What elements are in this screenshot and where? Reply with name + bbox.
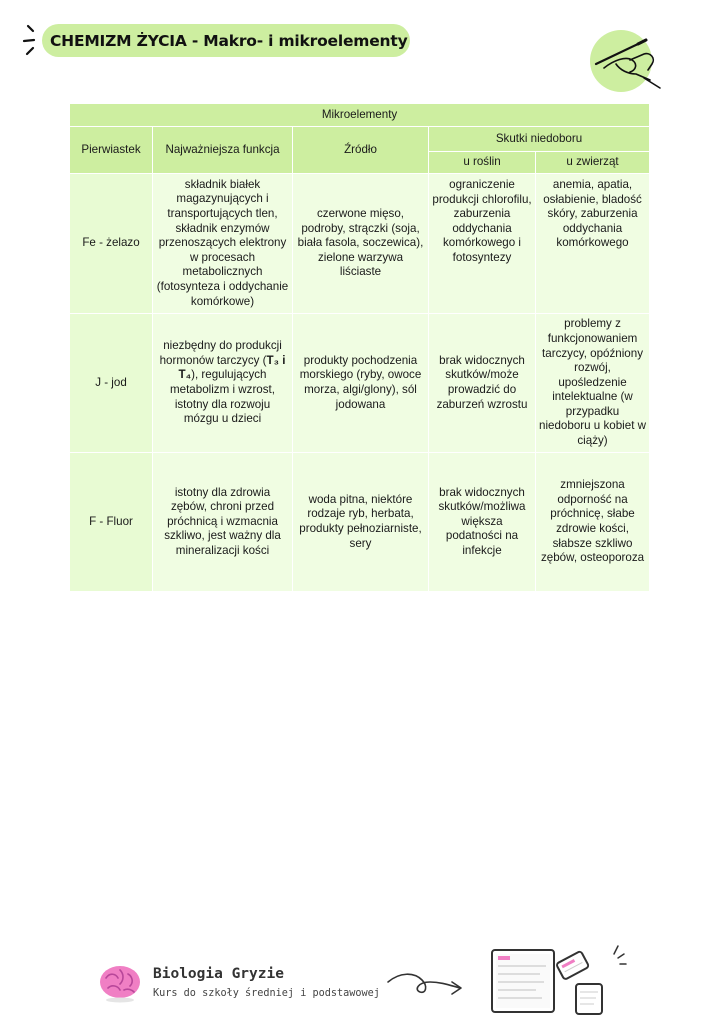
- function-cell: istotny dla zdrowia zębów, chroni przed próchnicą i wzmacnia szkliwo, jest ważny dla mineralizacji kości: [153, 453, 293, 592]
- function-text-pre: niezbędny do produkcji hormonów tarczycy (: [159, 339, 282, 367]
- element-cell: F - Fluor: [70, 453, 153, 592]
- col-header-animals: u zwierząt: [536, 152, 650, 174]
- col-header-element: Pierwiastek: [70, 127, 153, 174]
- source-cell: produkty pochodzenia morskiego (ryby, owoce morza, algi/glony), sól jodowana: [293, 314, 429, 453]
- animals-deficiency-cell: problemy z funkcjonowaniem tarczycy, opóźniony rozwój, upośledzenie intelektualne (w przypadku niedoboru u kobiet w ciąży): [536, 314, 650, 453]
- brain-icon: [98, 962, 142, 1004]
- function-text-post: ), regulujących metabolizm i wzrost, istotny dla rozwoju mózgu u dzieci: [169, 368, 275, 426]
- hand-writing-icon: [586, 30, 666, 96]
- element-cell: J - jod: [70, 314, 153, 453]
- brand-tagline: Kurs do szkoły średniej i podstawowej: [153, 988, 380, 999]
- animals-deficiency-cell: anemia, apatia, osłabienie, bladość skóry, zaburzenia oddychania komórkowego: [536, 174, 650, 314]
- laptop-phone-tablet-icon: [490, 944, 630, 1018]
- page-title: CHEMIZM ŻYCIA - Makro- i mikroelementy: [42, 24, 410, 57]
- hormone-symbols: T₃ i T₄: [178, 353, 286, 382]
- col-header-source: Źródło: [293, 127, 429, 174]
- function-cell: [153, 314, 293, 453]
- table-section-title: Mikroelementy: [70, 104, 650, 127]
- animals-deficiency-cell: zmniejszona odporność na próchnicę, słabe zdrowie kości, słabsze szkliwo zębów, osteoporoza: [536, 453, 650, 592]
- col-header-function: Najważniejsza funkcja: [153, 127, 293, 174]
- curved-arrow-icon: [386, 968, 466, 1002]
- brand-name: Biologia Gryzie: [153, 966, 284, 982]
- function-cell: składnik białek magazynujących i transportujących tlen, składnik enzymów przenoszących elektrony w procesach metabolicznych (fotosynteza i oddychanie komórkowe): [153, 174, 293, 314]
- source-cell: woda pitna, niektóre rodzaje ryb, herbata, produkty pełnoziarniste, sery: [293, 453, 429, 592]
- plants-deficiency-cell: ograniczenie produkcji chlorofilu, zaburzenia oddychania komórkowego i fotosyntezy: [429, 174, 536, 314]
- element-cell: Fe - żelazo: [70, 174, 153, 314]
- table-row: [70, 453, 650, 592]
- source-cell: czerwone mięso, podroby, strączki (soja, biała fasola, soczewica), zielone warzywa liściaste: [293, 174, 429, 314]
- plants-deficiency-cell: brak widocznych skutków/może prowadzić do zaburzeń wzrostu: [429, 314, 536, 453]
- table-row: [70, 314, 650, 453]
- microelements-table: [69, 103, 650, 592]
- col-header-plants: u roślin: [429, 152, 536, 174]
- table-row: [70, 174, 650, 314]
- plants-deficiency-cell: brak widocznych skutków/możliwa większa podatności na infekcje: [429, 453, 536, 592]
- burst-lines-icon: [22, 24, 44, 58]
- col-header-deficiency: Skutki niedoboru: [429, 127, 650, 152]
